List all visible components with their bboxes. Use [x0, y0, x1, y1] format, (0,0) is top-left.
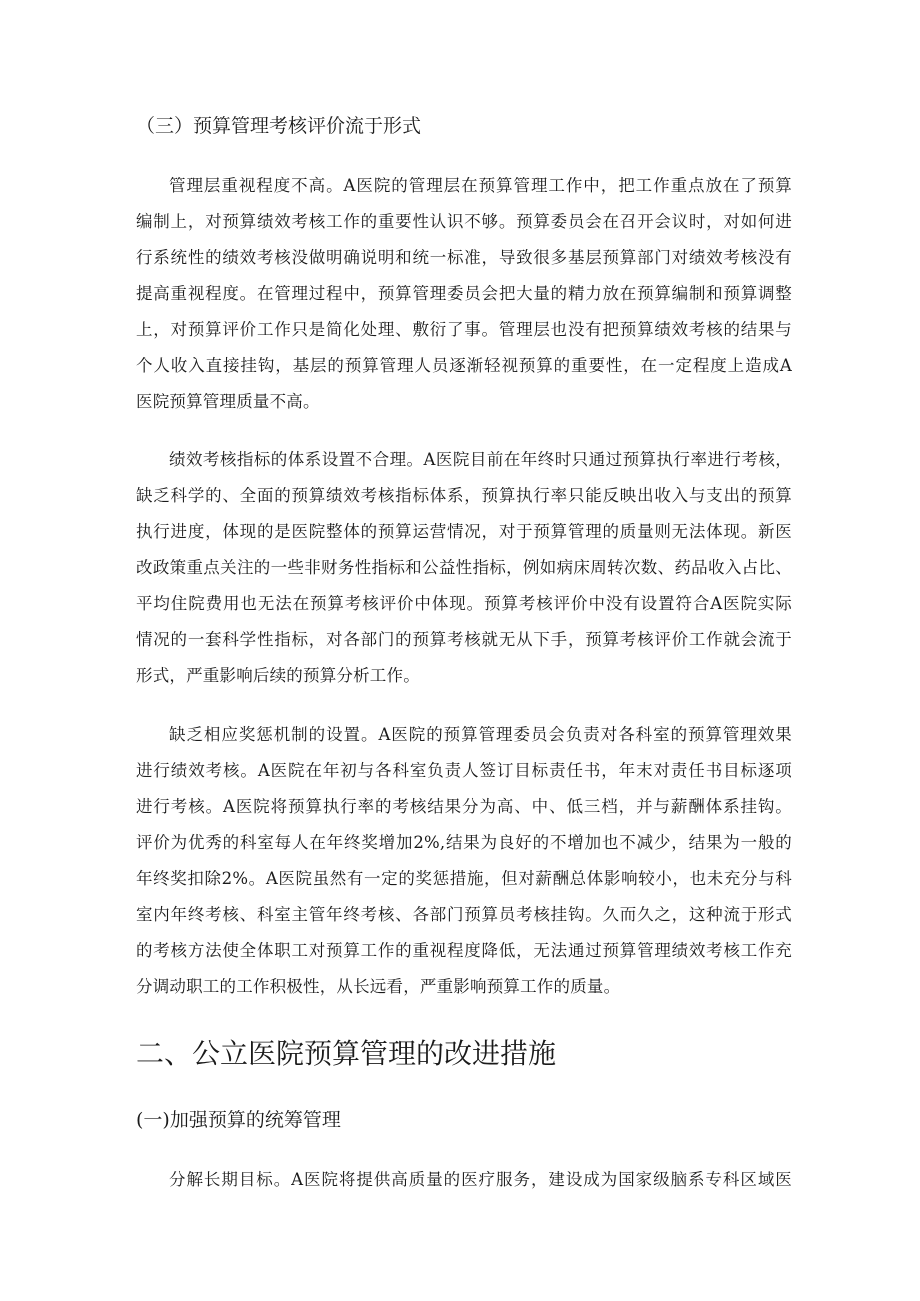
section-heading: （三）预算管理考核评价流于形式 — [136, 115, 422, 137]
paragraph-line: 缺乏相应奖惩机制的设置。A医院的预算管理委员会负责对各科室的预算管理效果 — [169, 725, 792, 744]
paragraph-line: 形式，严重影响后续的预算分析工作。 — [136, 666, 420, 685]
paragraph-line: 评价为优秀的科室每人在年终奖增加2%,结果为良好的不增加也不减少，结果为一般的 — [136, 833, 792, 852]
paragraph-line: 管理层重视程度不高。A医院的管理层在预算管理工作中，把工作重点放在了预算 — [169, 176, 792, 195]
paragraph-line: 平均住院费用也无法在预算考核评价中体现。预算考核评价中没有设置符合A医院实际 — [136, 594, 792, 613]
chapter-heading: 二、公立医院预算管理的改进措施 — [136, 1037, 557, 1070]
paragraph-line: 进行考核。A医院将预算执行率的考核结果分为高、中、低三档，并与薪酬体系挂钩。 — [136, 797, 792, 816]
paragraph-line: 上，对预算评价工作只是简化处理、敷衍了事。管理层也没有把预算绩效考核的结果与 — [136, 320, 792, 339]
paragraph-line: 缺乏科学的、全面的预算绩效考核指标体系，预算执行率只能反映出收入与支出的预算 — [136, 486, 792, 505]
paragraph-2 — [136, 442, 792, 694]
paragraph-line: 执行进度，体现的是医院整体的预算运营情况，对于预算管理的质量则无法体现。新医 — [136, 522, 792, 541]
paragraph-1 — [136, 168, 792, 420]
subsection-heading: (一)加强预算的统筹管理 — [136, 1109, 341, 1131]
paragraph-line: 情况的一套科学性指标，对各部门的预算考核就无从下手，预算考核评价工作就会流于 — [136, 630, 792, 649]
paragraph-line: 室内年终考核、科室主管年终考核、各部门预算员考核挂钩。久而久之，这种流于形式 — [136, 905, 792, 924]
paragraph-line: 分调动职工的工作积极性，从长远看，严重影响预算工作的质量。 — [136, 977, 621, 996]
paragraph-4 — [136, 1162, 792, 1198]
paragraph-line: 提高重视程度。在管理过程中，预算管理委员会把大量的精力放在预算编制和预算调整 — [136, 284, 792, 303]
paragraph-line: 改政策重点关注的一些非财务性指标和公益性指标，例如病床周转次数、药品收入占比、 — [136, 558, 792, 577]
paragraph-line: 绩效考核指标的体系设置不合理。A医院目前在年终时只通过预算执行率进行考核， — [169, 450, 792, 469]
paragraph-line: 医院预算管理质量不高。 — [136, 392, 320, 411]
paragraph-line: 进行绩效考核。A医院在年初与各科室负责人签订目标责任书，年末对责任书目标逐项 — [136, 761, 792, 780]
paragraph-line: 编制上，对预算绩效考核工作的重要性认识不够。预算委员会在召开会议时，对如何进 — [136, 212, 792, 231]
paragraph-line: 行系统性的绩效考核没做明确说明和统一标准，导致很多基层预算部门对绩效考核没有 — [136, 248, 792, 267]
paragraph-3 — [136, 717, 792, 1005]
paragraph-line: 个人收入直接挂钩，基层的预算管理人员逐渐轻视预算的重要性，在一定程度上造成A — [136, 356, 792, 375]
paragraph-line: 年终奖扣除2%。A医院虽然有一定的奖惩措施，但对薪酬总体影响较小，也未充分与科 — [136, 869, 792, 888]
paragraph-line: 分解长期目标。A医院将提供高质量的医疗服务，建设成为国家级脑系专科区域医 — [169, 1170, 792, 1189]
paragraph-line: 的考核方法使全体职工对预算工作的重视程度降低，无法通过预算管理绩效考核工作充 — [136, 941, 792, 960]
